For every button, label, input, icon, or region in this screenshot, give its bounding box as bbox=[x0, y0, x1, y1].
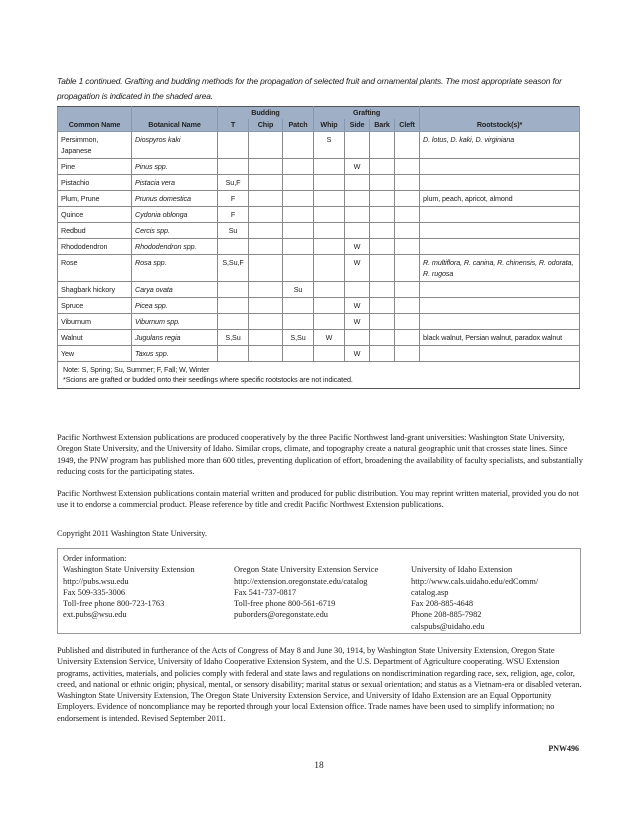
cell-rootstock bbox=[420, 175, 580, 191]
osu-email[interactable]: puborders@oregonstate.edu bbox=[234, 610, 328, 620]
cell-common: Yew bbox=[58, 346, 132, 362]
copyright-line: Copyright 2011 Washington State University. bbox=[57, 529, 207, 538]
order-title: Order information: bbox=[63, 554, 127, 563]
table-row bbox=[58, 207, 580, 223]
table-row bbox=[58, 132, 580, 159]
budding-group-header: Budding bbox=[218, 107, 314, 120]
cell-rootstock bbox=[420, 223, 580, 239]
cell-whip bbox=[314, 175, 345, 191]
cell-bark bbox=[370, 298, 395, 314]
cell-cleft bbox=[395, 346, 420, 362]
cell-rootstock bbox=[420, 314, 580, 330]
cell-whip bbox=[314, 239, 345, 255]
cell-side bbox=[345, 191, 370, 207]
cell-side bbox=[345, 207, 370, 223]
cell-botanical: Taxus spp. bbox=[132, 346, 218, 362]
cell-t bbox=[218, 298, 249, 314]
cell-chip bbox=[249, 175, 283, 191]
cell-t: F bbox=[218, 191, 249, 207]
cell-bark bbox=[370, 314, 395, 330]
cell-common: Pine bbox=[58, 159, 132, 175]
cell-bark bbox=[370, 223, 395, 239]
cell-bark bbox=[370, 239, 395, 255]
cell-cleft bbox=[395, 159, 420, 175]
col-botanical-name: Botanical Name bbox=[132, 119, 218, 132]
wsu-name: Washington State University Extension bbox=[63, 565, 195, 575]
cell-botanical: Prunus domestica bbox=[132, 191, 218, 207]
col-patch: Patch bbox=[283, 119, 314, 132]
col-chip: Chip bbox=[249, 119, 283, 132]
cell-whip bbox=[314, 346, 345, 362]
cell-side bbox=[345, 175, 370, 191]
cell-cleft bbox=[395, 132, 420, 159]
grafting-group-header: Grafting bbox=[314, 107, 420, 120]
cell-bark bbox=[370, 207, 395, 223]
table-row bbox=[58, 175, 580, 191]
propagation-table bbox=[57, 106, 580, 389]
cell-common: Viburnum bbox=[58, 314, 132, 330]
cell-whip bbox=[314, 159, 345, 175]
cell-chip bbox=[249, 314, 283, 330]
cell-botanical: Diospyros kaki bbox=[132, 132, 218, 159]
osu-url[interactable]: http://extension.oregonstate.edu/catalog bbox=[234, 576, 368, 586]
reprint-paragraph: Pacific Northwest Extension publications contain material written and produced for public distribution. You may reprint written material, provided you do not use it to endorse a commercial product. Please reference by title and credit Pacific Northwest Extension publications. bbox=[57, 489, 579, 510]
cell-cleft bbox=[395, 255, 420, 282]
cell-patch bbox=[283, 298, 314, 314]
header-blank-2 bbox=[132, 107, 218, 120]
publication-number: PNW496 bbox=[548, 744, 579, 753]
cell-rootstock: D. lotus, D. kaki, D. virginiana bbox=[420, 132, 580, 159]
cell-t: F bbox=[218, 207, 249, 223]
cell-patch bbox=[283, 239, 314, 255]
cell-patch bbox=[283, 175, 314, 191]
cell-t: S,Su,F bbox=[218, 255, 249, 282]
cell-cleft bbox=[395, 175, 420, 191]
cell-t: S,Su bbox=[218, 330, 249, 346]
cell-patch: Su bbox=[283, 282, 314, 298]
col-bark: Bark bbox=[370, 119, 395, 132]
cell-botanical: Cercis spp. bbox=[132, 223, 218, 239]
cell-common: Spruce bbox=[58, 298, 132, 314]
cell-patch bbox=[283, 314, 314, 330]
cell-common: Persimmon, Japanese bbox=[58, 132, 132, 159]
cell-side: W bbox=[345, 298, 370, 314]
cell-whip bbox=[314, 298, 345, 314]
cell-rootstock bbox=[420, 159, 580, 175]
table-row bbox=[58, 191, 580, 207]
wsu-fax: Fax 509-335-3006 bbox=[63, 587, 126, 597]
cell-rootstock: black walnut, Persian walnut, paradox walnut bbox=[420, 330, 580, 346]
cell-cleft bbox=[395, 330, 420, 346]
osu-order-column bbox=[234, 564, 378, 620]
cell-patch bbox=[283, 346, 314, 362]
table-row bbox=[58, 159, 580, 175]
cell-bark bbox=[370, 175, 395, 191]
uidaho-phone: Phone 208-885-7982 bbox=[411, 610, 482, 620]
osu-name: Oregon State University Extension Service bbox=[234, 565, 379, 575]
cooperative-paragraph: Pacific Northwest Extension publications are produced cooperatively by the three Pacific Northwest land-grant universities: Washington State University, Oregon State University, and the University of Idaho. Similar crops, climate, and topography create a natural geographic unit that crosses state lines. Since 1949, the PNW program has published more than 600 titles, preventing duplication of effort, broadening the availability of faculty specialists, and substantially reducing costs for the participating states. bbox=[57, 433, 583, 476]
cell-cleft bbox=[395, 207, 420, 223]
osu-fax: Fax 541-737-0817 bbox=[234, 587, 297, 597]
table-row bbox=[58, 330, 580, 346]
cell-rootstock bbox=[420, 282, 580, 298]
cell-whip: S bbox=[314, 132, 345, 159]
cell-common: Walnut bbox=[58, 330, 132, 346]
table-row bbox=[58, 282, 580, 298]
cell-cleft bbox=[395, 223, 420, 239]
cell-bark bbox=[370, 282, 395, 298]
cell-side: W bbox=[345, 159, 370, 175]
cell-whip: W bbox=[314, 330, 345, 346]
cell-t: Su bbox=[218, 223, 249, 239]
cell-t: Su,F bbox=[218, 175, 249, 191]
table-row bbox=[58, 298, 580, 314]
table-row bbox=[58, 239, 580, 255]
uidaho-email[interactable]: calspubs@uidaho.edu bbox=[411, 621, 485, 631]
cell-botanical: Pistacia vera bbox=[132, 175, 218, 191]
cell-patch bbox=[283, 132, 314, 159]
uidaho-url[interactable]: http://www.cals.uidaho.edu/edComm/ bbox=[411, 576, 539, 586]
cell-chip bbox=[249, 223, 283, 239]
cell-rootstock: R. multiflora, R. canina, R. chinensis, R. odorata, R. rugosa bbox=[420, 255, 580, 282]
cell-t bbox=[218, 314, 249, 330]
cell-patch bbox=[283, 191, 314, 207]
table-row bbox=[58, 314, 580, 330]
cell-side bbox=[345, 223, 370, 239]
cell-rootstock bbox=[420, 239, 580, 255]
page-number: 18 bbox=[314, 761, 324, 771]
table-notes bbox=[58, 362, 580, 389]
cell-common: Redbud bbox=[58, 223, 132, 239]
cell-patch: S,Su bbox=[283, 330, 314, 346]
osu-phone: Toll-free phone 800-561-6719 bbox=[234, 599, 336, 609]
cell-patch bbox=[283, 207, 314, 223]
cell-cleft bbox=[395, 191, 420, 207]
cell-common: Shagbark hickory bbox=[58, 282, 132, 298]
cell-side: W bbox=[345, 255, 370, 282]
cell-chip bbox=[249, 239, 283, 255]
cell-t bbox=[218, 282, 249, 298]
cell-whip bbox=[314, 207, 345, 223]
cell-cleft bbox=[395, 282, 420, 298]
cell-t bbox=[218, 346, 249, 362]
col-whip: Whip bbox=[314, 119, 345, 132]
table-caption: Table 1 continued. Grafting and budding methods for the propagation of selected fruit and ornamental plants. The most appropriate season for propagation is indicated in the shaded area. bbox=[57, 76, 562, 101]
cell-whip bbox=[314, 282, 345, 298]
cell-whip bbox=[314, 191, 345, 207]
cell-chip bbox=[249, 298, 283, 314]
cell-botanical: Pinus spp. bbox=[132, 159, 218, 175]
col-common-name: Common Name bbox=[58, 119, 132, 132]
cell-chip bbox=[249, 132, 283, 159]
cell-common: Rose bbox=[58, 255, 132, 282]
cell-patch bbox=[283, 223, 314, 239]
uidaho-order-column bbox=[411, 564, 538, 632]
cell-botanical: Carya ovata bbox=[132, 282, 218, 298]
header-blank-1 bbox=[58, 107, 132, 120]
table-row bbox=[58, 223, 580, 239]
wsu-url[interactable]: http://pubs.wsu.edu bbox=[63, 576, 129, 586]
cell-rootstock: plum, peach, apricot, almond bbox=[420, 191, 580, 207]
cell-side bbox=[345, 330, 370, 346]
cell-botanical: Rosa spp. bbox=[132, 255, 218, 282]
cell-chip bbox=[249, 346, 283, 362]
cell-chip bbox=[249, 330, 283, 346]
col-side: Side bbox=[345, 119, 370, 132]
cell-rootstock bbox=[420, 207, 580, 223]
cell-cleft bbox=[395, 314, 420, 330]
cell-t bbox=[218, 159, 249, 175]
cell-chip bbox=[249, 282, 283, 298]
cell-chip bbox=[249, 207, 283, 223]
uidaho-fax: Fax 208-885-4648 bbox=[411, 599, 474, 609]
cell-botanical: Picea spp. bbox=[132, 298, 218, 314]
cell-botanical: Cydonia oblonga bbox=[132, 207, 218, 223]
cell-bark bbox=[370, 330, 395, 346]
cell-patch bbox=[283, 159, 314, 175]
col-t: T bbox=[218, 119, 249, 132]
cell-common: Pistachio bbox=[58, 175, 132, 191]
cell-chip bbox=[249, 159, 283, 175]
cell-bark bbox=[370, 132, 395, 159]
header-blank-3 bbox=[420, 107, 580, 120]
cell-side: W bbox=[345, 346, 370, 362]
cell-chip bbox=[249, 191, 283, 207]
cell-common: Quince bbox=[58, 207, 132, 223]
cell-rootstock bbox=[420, 346, 580, 362]
cell-whip bbox=[314, 223, 345, 239]
col-rootstock: Rootstock(s)* bbox=[420, 119, 580, 132]
col-cleft: Cleft bbox=[395, 119, 420, 132]
cell-common: Rhododendron bbox=[58, 239, 132, 255]
wsu-phone: Toll-free phone 800-723-1763 bbox=[63, 599, 165, 609]
cell-patch bbox=[283, 255, 314, 282]
cell-bark bbox=[370, 159, 395, 175]
uidaho-name: University of Idaho Extension bbox=[411, 565, 513, 575]
cell-rootstock bbox=[420, 298, 580, 314]
cell-botanical: Rhododendron spp. bbox=[132, 239, 218, 255]
cell-chip bbox=[249, 255, 283, 282]
cell-bark bbox=[370, 346, 395, 362]
cell-bark bbox=[370, 191, 395, 207]
nondiscrimination-paragraph: Published and distributed in furtherance of the Acts of Congress of May 8 and June 30, 1914, by Washington State University Extension, Oregon State University Extension Service, University of Idaho Cooperative Extension System, and the U.S. Department of Agriculture cooperating. WSU Extension programs, activities, materials, and policies comply with federal and state laws and regulations on nondiscrimination regarding race, sex, religion, age, color, creed, and national or ethnic origin; physical, mental, or sensory disability; marital status or sexual orientation; and status as a Vietnam-era or disabled veteran. Washington State University Extension, The Oregon State University Extension Service, and University of Idaho Extension are an Equal Opportunity Employers. Evidence of noncompliance may be reported through your local Extension office. Trade names have been used to simplify information; no endorsement is intended. Revised September 2011. bbox=[57, 646, 582, 723]
cell-cleft bbox=[395, 239, 420, 255]
table-row bbox=[58, 255, 580, 282]
cell-whip bbox=[314, 255, 345, 282]
cell-side bbox=[345, 282, 370, 298]
cell-t bbox=[218, 239, 249, 255]
cell-common: Plum, Prune bbox=[58, 191, 132, 207]
cell-botanical: Viburnum spp. bbox=[132, 314, 218, 330]
season-note: Note: S, Spring; Su, Summer; F, Fall; W, Winter bbox=[63, 365, 210, 374]
cell-whip bbox=[314, 314, 345, 330]
cell-side: W bbox=[345, 239, 370, 255]
rootstock-note: *Scions are grafted or budded onto their seedlings where specific rootstocks are not indicated. bbox=[63, 375, 353, 384]
order-information-box bbox=[57, 548, 581, 634]
cell-side: W bbox=[345, 314, 370, 330]
wsu-order-column bbox=[63, 553, 195, 621]
cell-side bbox=[345, 132, 370, 159]
cell-botanical: Jugulans regia bbox=[132, 330, 218, 346]
cell-cleft bbox=[395, 298, 420, 314]
table-row bbox=[58, 346, 580, 362]
cell-bark bbox=[370, 255, 395, 282]
uidaho-url-cont[interactable]: catalog.asp bbox=[411, 587, 449, 597]
cell-t bbox=[218, 132, 249, 159]
wsu-email[interactable]: ext.pubs@wsu.edu bbox=[63, 610, 127, 620]
